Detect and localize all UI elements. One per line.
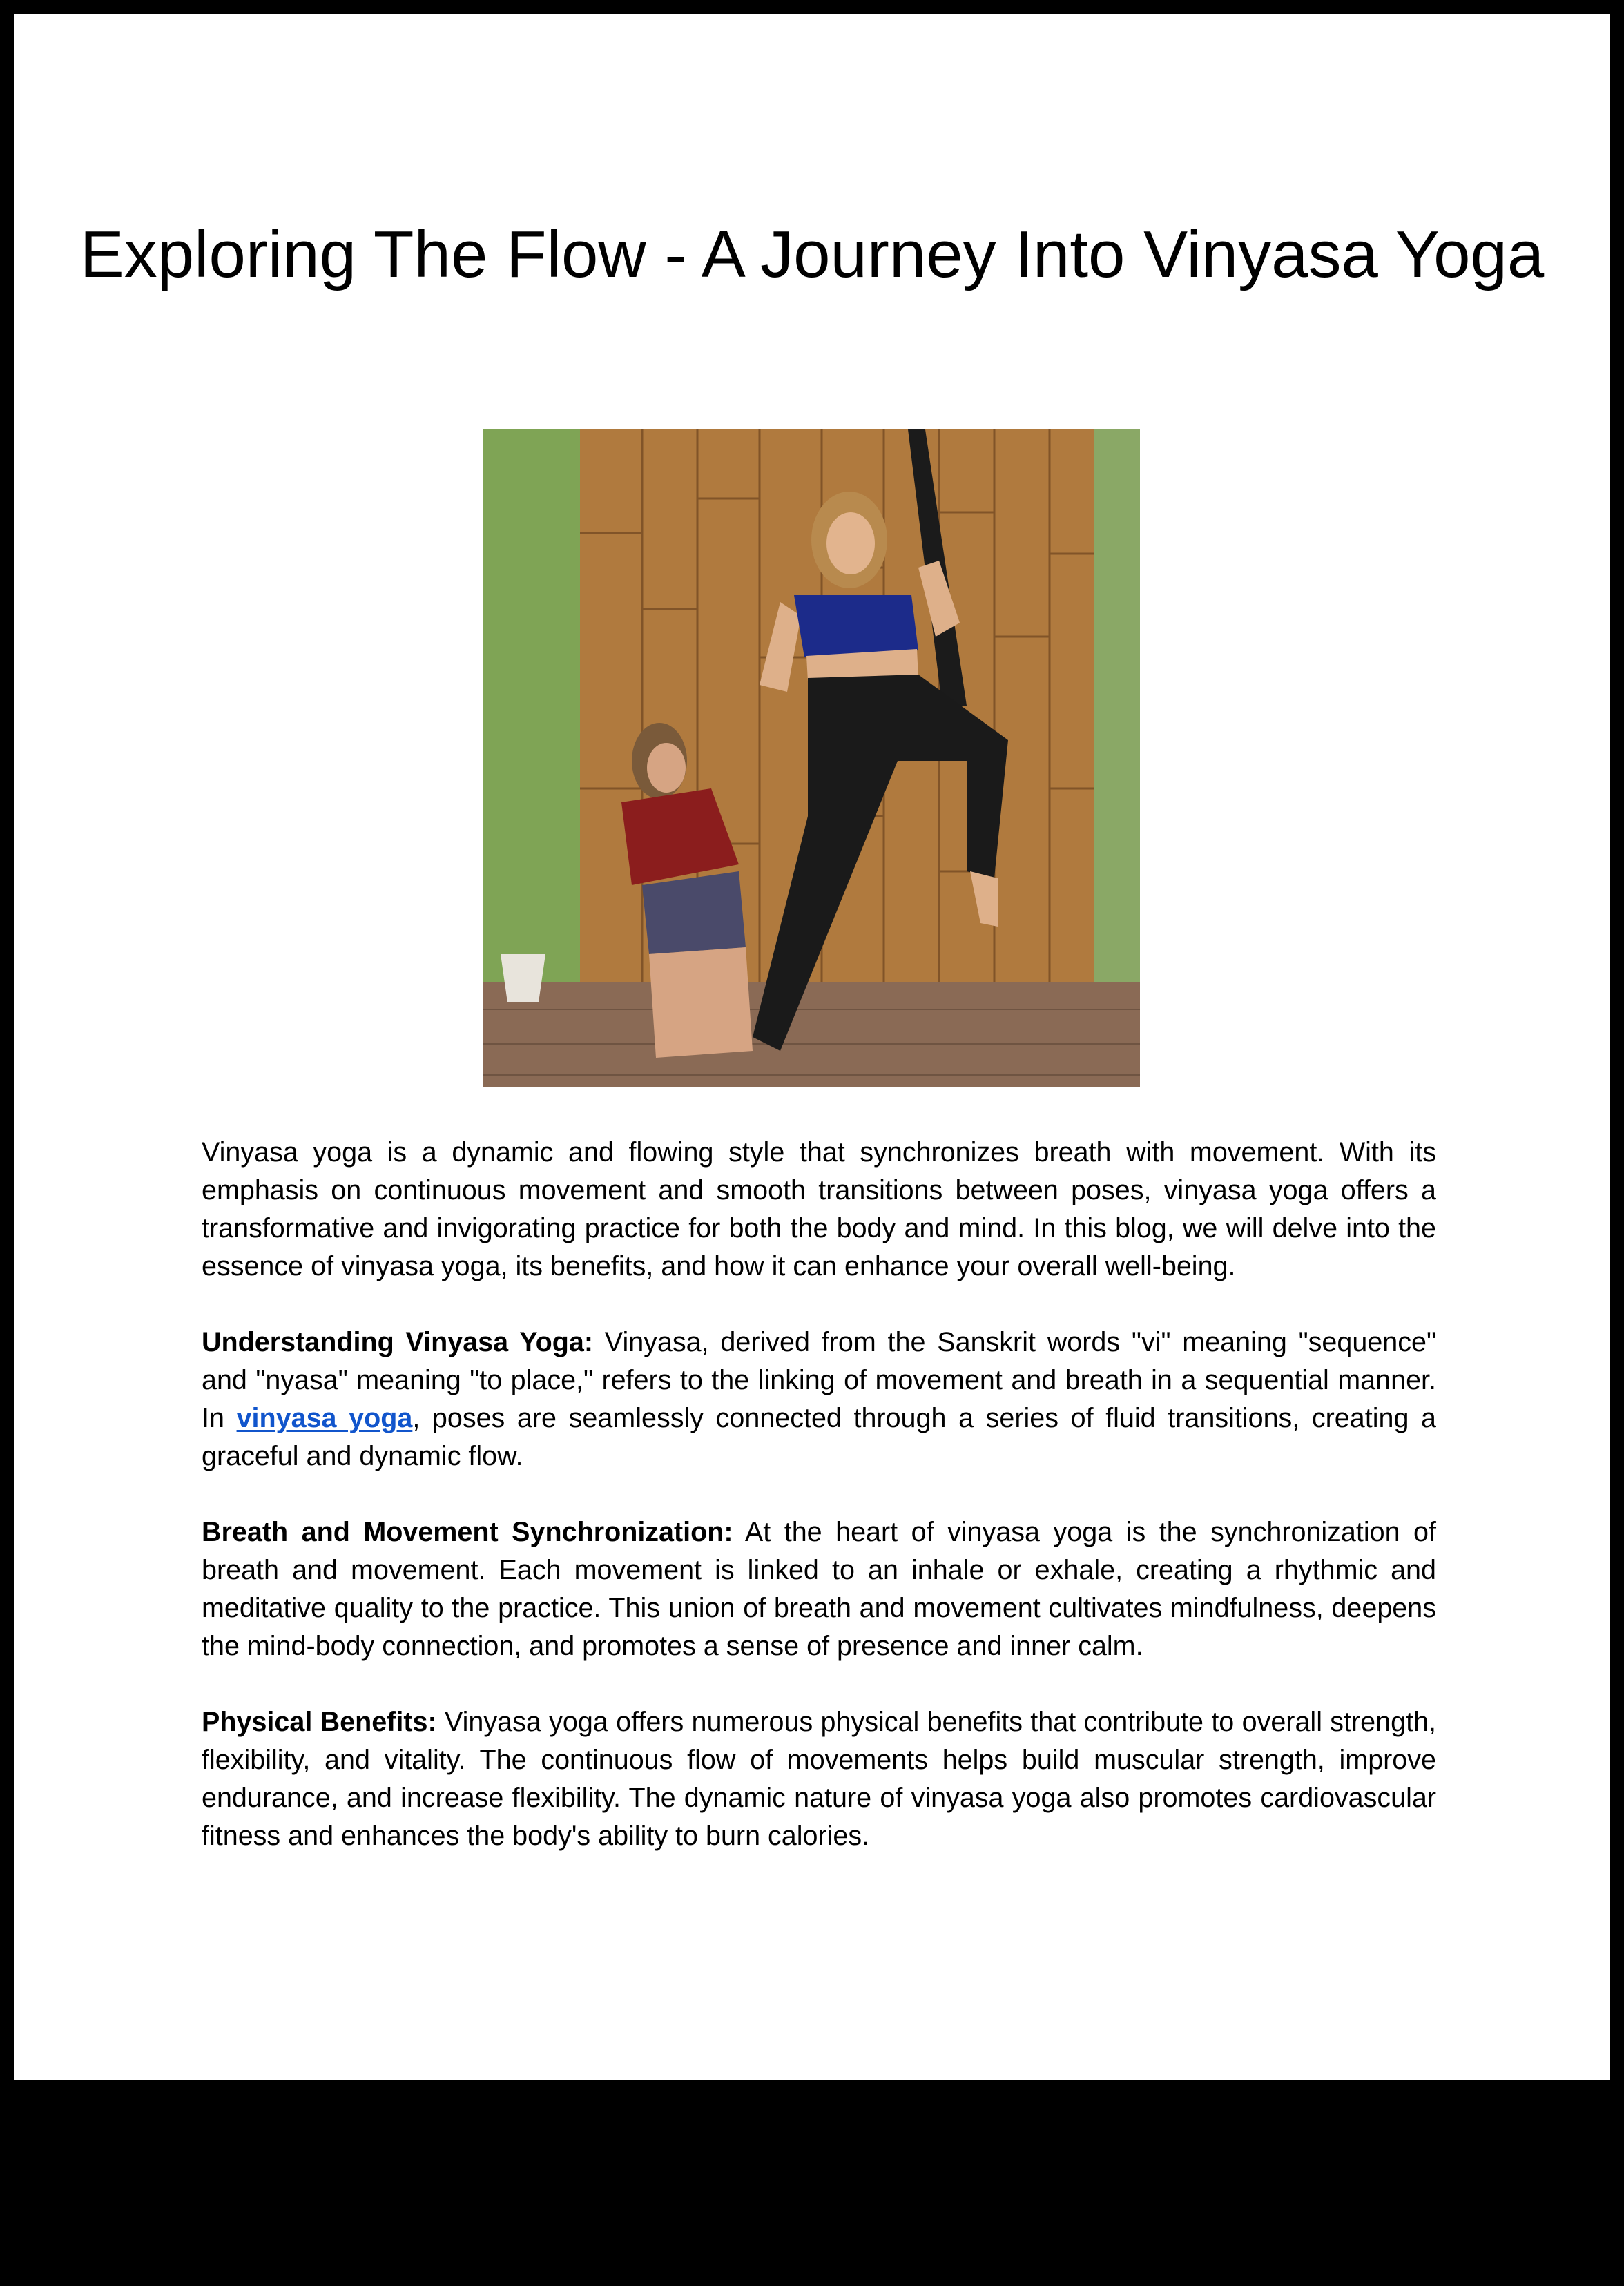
- section-heading: Understanding Vinyasa Yoga:: [202, 1327, 593, 1357]
- document-page: [14, 14, 1610, 2080]
- section-text: , poses are seamlessly connected through a series of fluid transitions, creating a graceful and dynamic flow.: [202, 1403, 1436, 1471]
- section-text: At the heart of vinyasa yoga is the synchronization of breath and movement. Each movement is linked to an inhale or exhale, creating a rhythmic and meditative quality to the practice. This union of breath and movement cultivates mindfulness, deepens the mind-body connection, and promotes a sense of presence and inner calm.: [202, 1517, 1436, 1661]
- page-title: Exploring The Flow - A Journey Into Vinyasa Yoga: [79, 217, 1545, 291]
- hero-image: [483, 429, 1140, 1087]
- section-text: Vinyasa, derived from the Sanskrit words "vi" meaning "sequence" and "nyasa" meaning "to place," refers to the linking of movement and breath in a sequential manner. In: [202, 1327, 1436, 1433]
- vinyasa-yoga-link[interactable]: vinyasa yoga: [236, 1403, 413, 1433]
- photo-icon: [483, 429, 1140, 1087]
- section-understanding: [202, 1324, 1436, 1475]
- section-physical-benefits: [202, 1703, 1436, 1855]
- article-body: [202, 1134, 1436, 1893]
- intro-paragraph: [202, 1134, 1436, 1286]
- section-heading: Physical Benefits:: [202, 1707, 437, 1737]
- section-text: Vinyasa yoga offers numerous physical benefits that contribute to overall strength, flexibility, and vitality. The continuous flow of movements helps build muscular strength, improve endurance, and increase flexibility. The dynamic nature of vinyasa yoga also promotes cardiovascular fitness and enhances the body's ability to burn calories.: [202, 1707, 1437, 1851]
- section-heading: Breath and Movement Synchronization:: [202, 1517, 733, 1547]
- intro-text: Vinyasa yoga is a dynamic and flowing style that synchronizes breath with movement. With its emphasis on continuous movement and smooth transitions between poses, vinyasa yoga offers a transformative and invigorating practice for both the body and mind. In this blog, we will delve into the essence of vinyasa yoga, its benefits, and how it can enhance your overall well-being.: [202, 1137, 1436, 1281]
- section-breath: [202, 1513, 1436, 1665]
